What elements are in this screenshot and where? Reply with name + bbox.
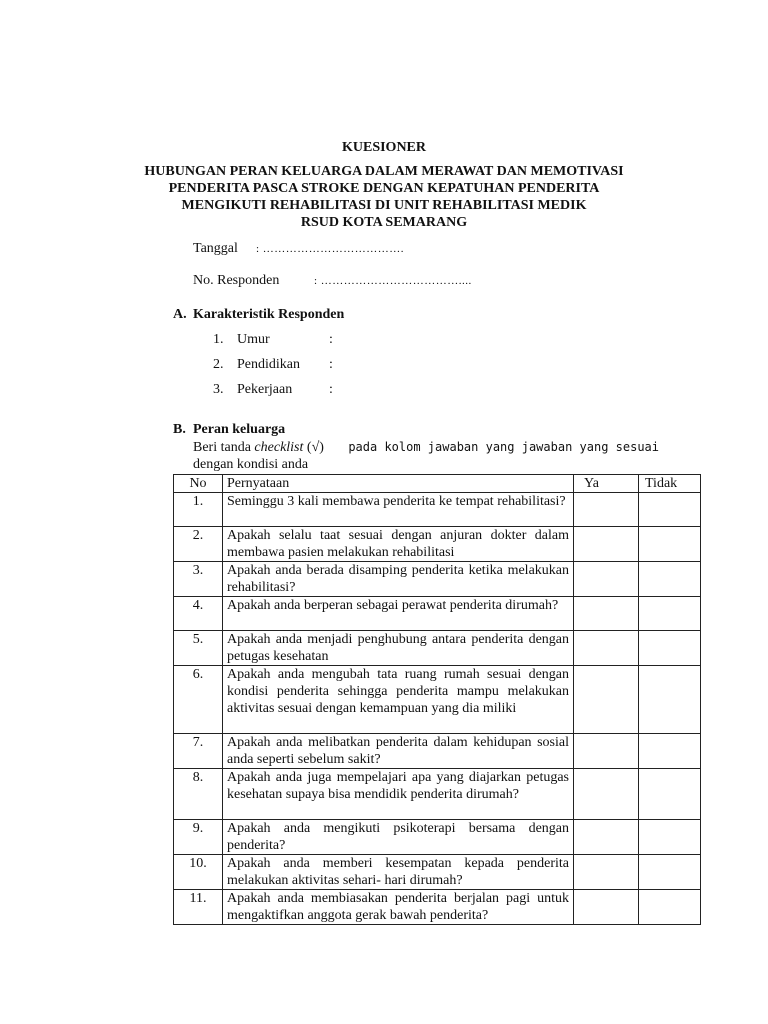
questionnaire-table [173, 474, 701, 925]
answer-yes-cell[interactable] [574, 597, 639, 631]
header-no: No [174, 475, 223, 493]
table-row [174, 527, 701, 562]
row-statement: Apakah anda berperan sebagai perawat penderita dirumah? [223, 597, 574, 631]
answer-no-cell[interactable] [639, 734, 701, 769]
row-number: 4. [174, 597, 223, 631]
subtitle-line-1: HUBUNGAN PERAN KELUARGA DALAM MERAWAT DAN MEMOTIVASI [144, 164, 624, 179]
row-statement: Seminggu 3 kali membawa penderita ke tempat rehabilitasi? [223, 493, 574, 527]
table-row [174, 890, 701, 925]
section-a-heading [173, 306, 473, 323]
row-statement: Apakah anda memberi kesempatan kepada penderita melakukan aktivitas sehari- hari dirumah? [223, 855, 574, 890]
header-yes: Ya [574, 475, 639, 493]
instruction-italic: checklist [254, 440, 304, 455]
table-row [174, 820, 701, 855]
table-row [174, 493, 701, 527]
row-number: 3. [174, 562, 223, 597]
responden-field [193, 272, 553, 289]
answer-yes-cell[interactable] [574, 562, 639, 597]
row-statement: Apakah anda berada disamping penderita ketika melakukan rehabilitasi? [223, 562, 574, 597]
answer-yes-cell[interactable] [574, 734, 639, 769]
section-b-heading [173, 421, 473, 438]
subtitle-line-4: RSUD KOTA SEMARANG [300, 215, 468, 230]
answer-no-cell[interactable] [639, 855, 701, 890]
row-statement: Apakah anda juga mempelajari apa yang diajarkan petugas kesehatan supaya bisa mendidik penderita dirumah? [223, 769, 574, 820]
answer-yes-cell[interactable] [574, 666, 639, 734]
row-statement: Apakah selalu taat sesuai dengan anjuran dokter dalam membawa pasien melakukan rehabilitasi [223, 527, 574, 562]
header-statement: Pernyataan [223, 475, 574, 493]
item-umur [213, 331, 353, 348]
row-number: 10. [174, 855, 223, 890]
table-row [174, 562, 701, 597]
row-number: 7. [174, 734, 223, 769]
answer-yes-cell[interactable] [574, 527, 639, 562]
row-number: 11. [174, 890, 223, 925]
answer-yes-cell[interactable] [574, 855, 639, 890]
answer-no-cell[interactable] [639, 820, 701, 855]
item-number: 1. [213, 332, 224, 347]
answer-no-cell[interactable] [639, 890, 701, 925]
table-row [174, 631, 701, 666]
item-colon: : [329, 357, 333, 372]
tanggal-label: Tanggal [193, 241, 238, 256]
answer-no-cell[interactable] [639, 597, 701, 631]
answer-yes-cell[interactable] [574, 769, 639, 820]
responden-label: No. Responden [193, 273, 280, 288]
answer-no-cell[interactable] [639, 527, 701, 562]
item-pendidikan [213, 356, 353, 373]
row-number: 8. [174, 769, 223, 820]
row-statement: Apakah anda melibatkan penderita dalam kehidupan sosial anda seperti sebelum sakit? [223, 734, 574, 769]
section-b-letter: B. [173, 422, 186, 437]
item-label: Pendidikan [237, 357, 300, 372]
row-number: 1. [174, 493, 223, 527]
item-pekerjaan [213, 381, 353, 398]
section-b-title: Peran keluarga [193, 422, 286, 437]
tanggal-field [193, 240, 493, 257]
subtitle-line-2: PENDERITA PASCA STROKE DENGAN KEPATUHAN PENDERITA [168, 181, 600, 196]
row-statement: Apakah anda mengikuti psikoterapi bersama dengan penderita? [223, 820, 574, 855]
item-colon: : [329, 382, 333, 397]
table-row [174, 597, 701, 631]
tanggal-value: : ………………………………. [256, 243, 405, 255]
row-number: 5. [174, 631, 223, 666]
item-label: Pekerjaan [237, 382, 293, 397]
answer-no-cell[interactable] [639, 493, 701, 527]
answer-no-cell[interactable] [639, 666, 701, 734]
row-number: 9. [174, 820, 223, 855]
instruction-line-2: dengan kondisi anda [193, 457, 309, 472]
table-header-row [174, 475, 701, 493]
row-statement: Apakah anda membiasakan penderita berjalan pagi untuk mengaktifkan anggota gerak bawah penderita? [223, 890, 574, 925]
row-number: 6. [174, 666, 223, 734]
instruction-lead: Beri tanda [193, 440, 255, 455]
table-row [174, 769, 701, 820]
answer-yes-cell[interactable] [574, 820, 639, 855]
row-statement: Apakah anda mengubah tata ruang rumah sesuai dengan kondisi penderita sehingga penderita mampu melakukan aktivitas sesuai dengan kemampuan yang dia miliki [223, 666, 574, 734]
answer-yes-cell[interactable] [574, 890, 639, 925]
section-a-letter: A. [173, 307, 187, 322]
item-number: 2. [213, 357, 224, 372]
section-a-title: Karakteristik Responden [193, 307, 345, 322]
table-row [174, 666, 701, 734]
instruction-rest: pada kolom jawaban yang jawaban yang sesuai [348, 440, 659, 454]
answer-no-cell[interactable] [639, 562, 701, 597]
row-statement: Apakah anda menjadi penghubung antara penderita dengan petugas kesehatan [223, 631, 574, 666]
item-colon: : [329, 332, 333, 347]
row-number: 2. [174, 527, 223, 562]
item-number: 3. [213, 382, 224, 397]
item-label: Umur [237, 332, 270, 347]
checkmark-symbol: (√) [303, 440, 324, 455]
subtitle-line-3: MENGIKUTI REHABILITASI DI UNIT REHABILITASI MEDIK [181, 198, 587, 213]
table-row [174, 734, 701, 769]
table-row [174, 855, 701, 890]
instruction-text [193, 439, 659, 473]
page-title: KUESIONER [341, 140, 427, 155]
answer-yes-cell[interactable] [574, 493, 639, 527]
answer-no-cell[interactable] [639, 631, 701, 666]
header-no-answer: Tidak [639, 475, 701, 493]
responden-value: : ……………………………….... [314, 275, 472, 287]
answer-no-cell[interactable] [639, 769, 701, 820]
answer-yes-cell[interactable] [574, 631, 639, 666]
